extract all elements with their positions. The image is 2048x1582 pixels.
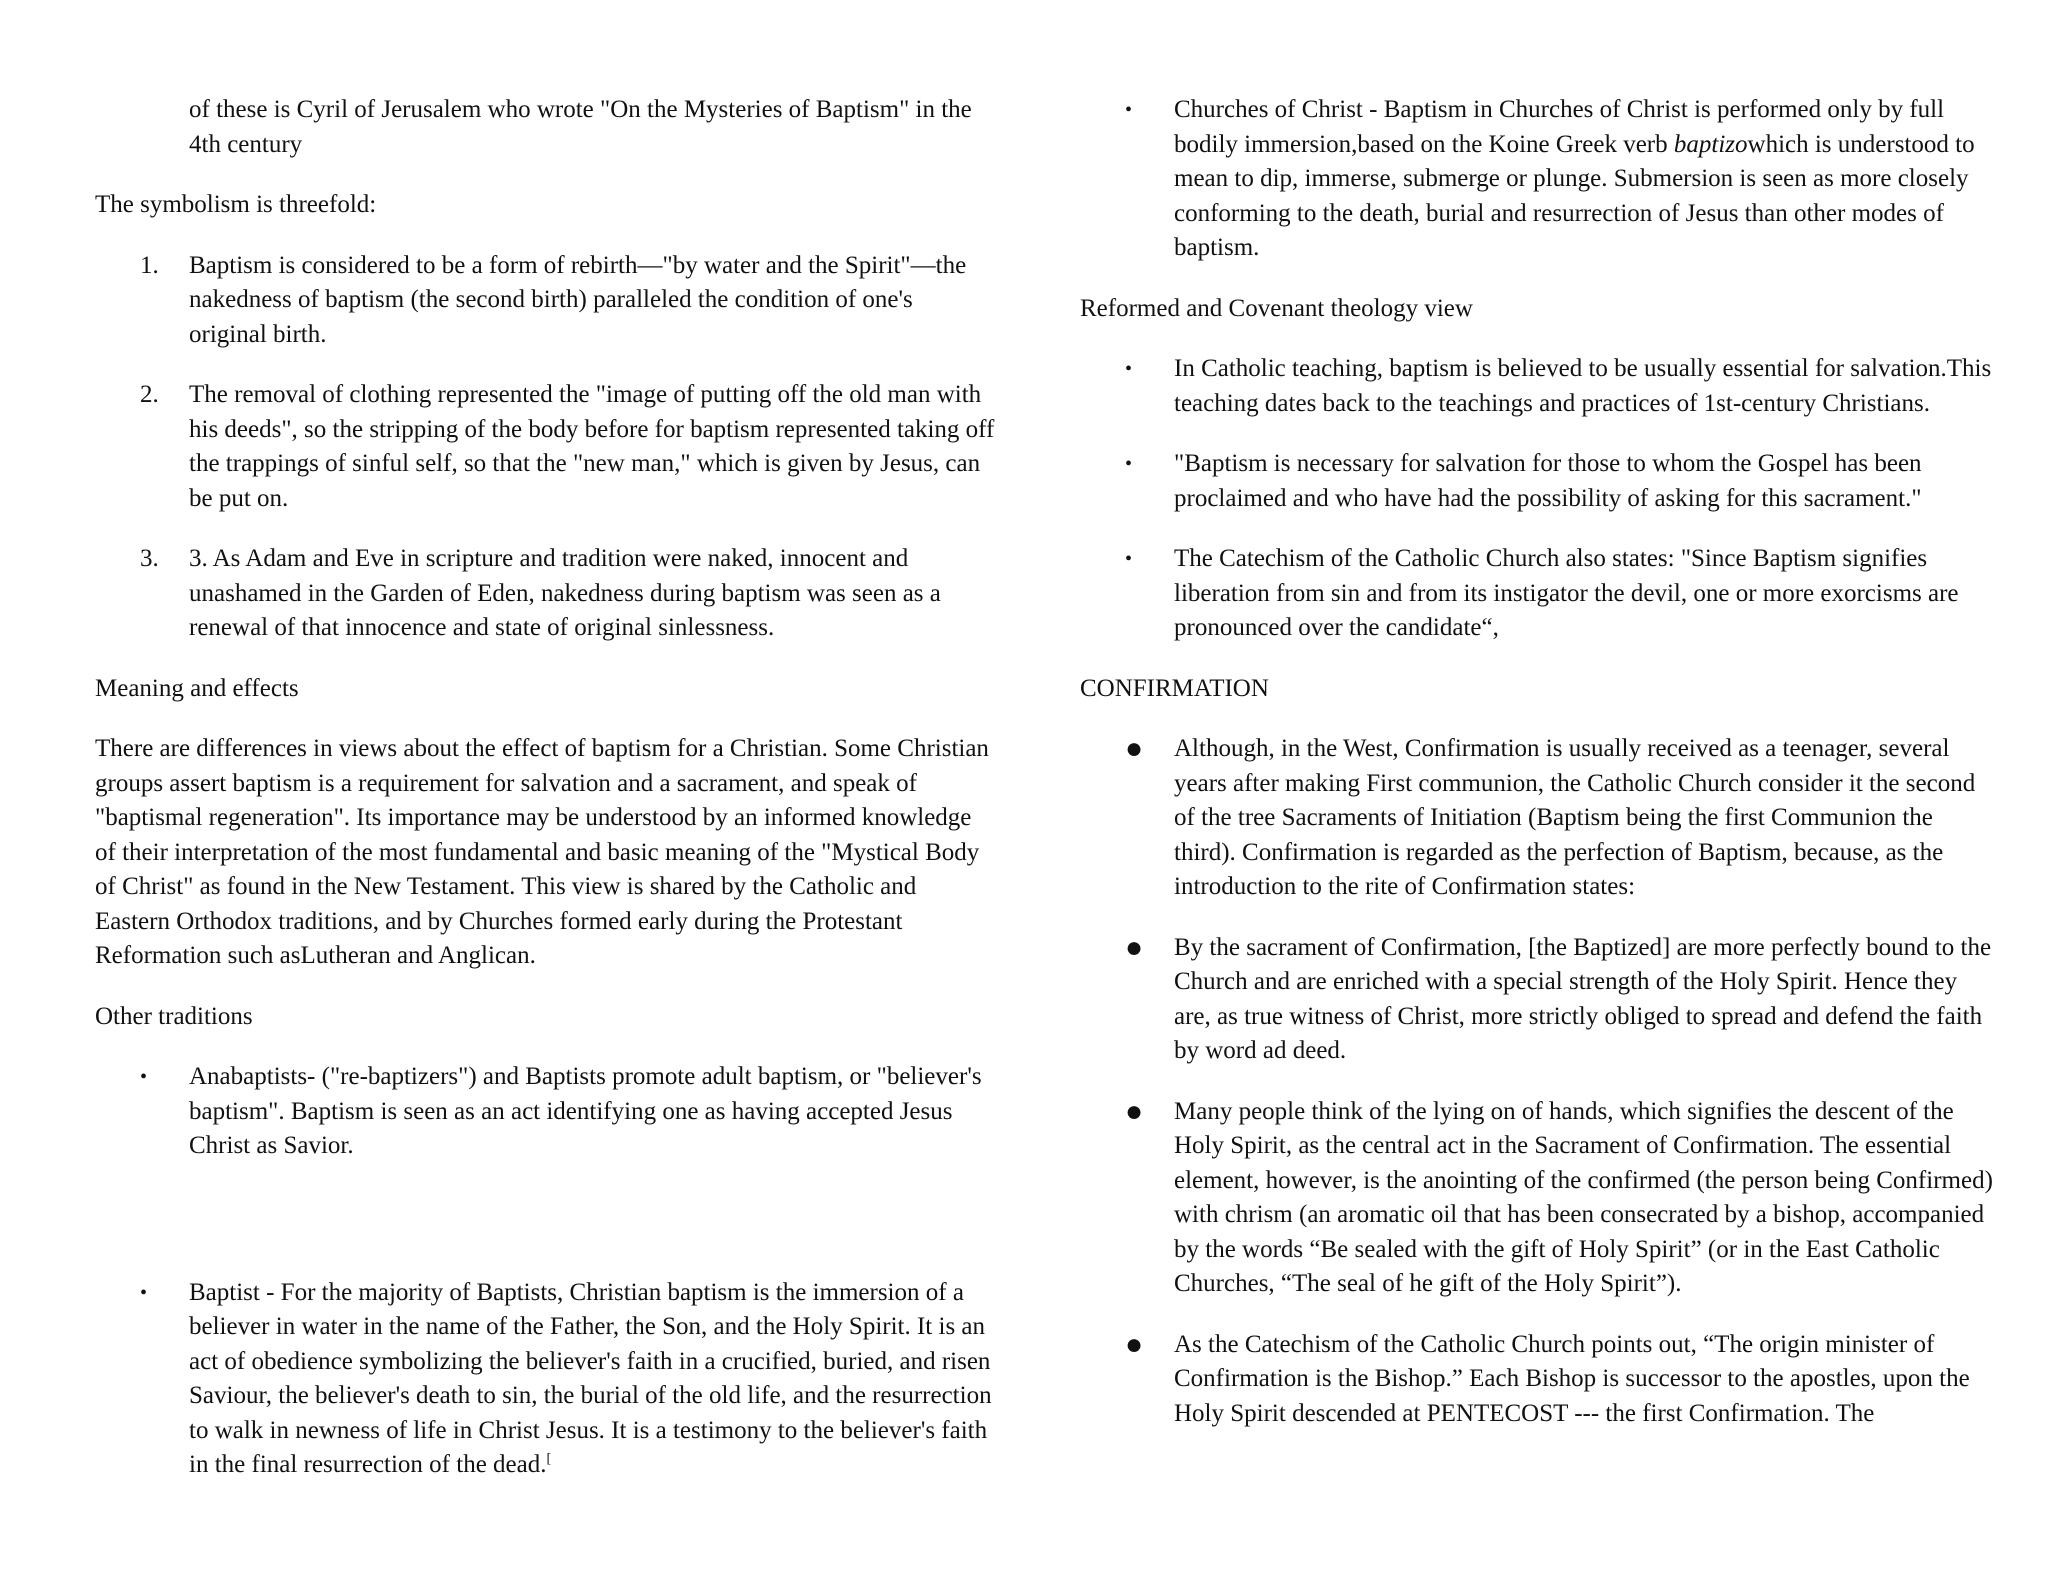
list-item-text: As the Catechism of the Catholic Church points out, “The origin minister of Confirmation is the Bishop.” Each Bishop is successor to the apostles, upon the Holy Spirit descended at PENTECOST --- the first Confirmation. The <box>1174 1330 1970 1427</box>
right-column <box>1080 93 1995 1457</box>
list-item <box>1080 542 1995 646</box>
other-traditions-heading: Other traditions <box>95 1002 253 1030</box>
list-item <box>95 1060 995 1164</box>
confirmation-list <box>1080 732 1995 1431</box>
confirmation-heading: CONFIRMATION <box>1080 674 1269 702</box>
bullet-icon: • <box>1125 358 1133 380</box>
other-traditions-list <box>95 1060 995 1483</box>
list-item-text: "Baptism is necessary for salvation for those to whom the Gospel has been proclaimed and who have had the possibility of asking for this sacrament." <box>1174 450 1922 512</box>
bullet-icon: • <box>1125 453 1133 475</box>
reformed-heading: Reformed and Covenant theology view <box>1080 294 1473 322</box>
list-item <box>1080 1095 1995 1302</box>
intro-continuation: of these is Cyril of Jerusalem who wrote "On the Mysteries of Baptism" in the 4th century <box>189 96 972 158</box>
list-item-text: Although, in the West, Confirmation is usually received as a teenager, several years after making First communion, the Catholic Church consider it the second of the tree Sacraments of Initiation (Baptism being the first Communion the third). Confirmation is regarded as the perfection of Baptism, because, as the introduction to the rite of Confirmation states: <box>1174 735 1976 900</box>
list-item <box>1080 732 1995 905</box>
list-item-text: Churches of Christ - Baptism in Churches of Christ is performed only by full bodily immersion,based on the Koine Greek verb <box>1174 96 1945 158</box>
list-spacer <box>95 1190 995 1250</box>
churches-list <box>1080 93 1995 266</box>
list-item-text: which is understood to mean to dip, immerse, submerge or plunge. Submersion is seen as more closely conforming to the death, burial and resurrection of Jesus than other modes of baptism. <box>1174 130 1975 261</box>
bullet-icon: ● <box>1125 930 1144 964</box>
list-number: 2. <box>140 381 159 408</box>
italic-term: baptizo <box>1673 130 1748 158</box>
list-item <box>95 1276 995 1483</box>
bullet-icon: • <box>140 1281 148 1304</box>
list-item <box>1080 93 1995 266</box>
reformed-list <box>1080 352 1995 646</box>
list-item-text: The Catechism of the Catholic Church also states: "Since Baptism signifies liberation from sin and from its instigator the devil, one or more exorcisms are pronounced over the candidate“, <box>1174 545 1959 641</box>
symbolism-heading: The symbolism is threefold: <box>95 191 377 218</box>
list-item <box>95 378 995 516</box>
list-number: 1. <box>140 251 159 279</box>
bullet-icon: ● <box>1125 1094 1144 1128</box>
list-item-text: In Catholic teaching, baptism is believed to be usually essential for salvation.This teaching dates back to the teachings and practices of 1st-century Christians. <box>1174 355 1992 417</box>
list-item <box>95 542 995 646</box>
list-number: 3. <box>140 545 159 572</box>
bullet-icon: ● <box>1125 1327 1144 1361</box>
list-item-text: By the sacrament of Confirmation, [the Baptized] are more perfectly bound to the Church and are enriched with a special strength of the Holy Spirit. Hence they are, as true witness of Christ, more strictly obliged to spread and defend the faith by word ad deed. <box>1174 933 1992 1064</box>
meaning-heading: Meaning and effects <box>95 674 299 702</box>
list-item <box>1080 1328 1995 1432</box>
meaning-paragraph: There are differences in views about the effect of baptism for a Christian. Some Christian groups assert baptism is a requirement for salvation and a sacrament, and speak of "baptismal regeneration". Its importance may be understood by an informed knowledge of their interpretation of the most fundamental and basic meaning of the "Mystical Body of Christ" as found in the New Testament. This view is shared by the Catholic and Eastern Orthodox traditions, and by Churches formed early during the Protestant Reformation such asLutheran and Anglican. <box>95 735 989 969</box>
list-item-text: Baptism is considered to be a form of rebirth—"by water and the Spirit"—the nakedness of baptism (the second birth) paralleled the condition of one's original birth. <box>189 251 967 348</box>
list-item-text: 3. As Adam and Eve in scripture and tradition were naked, innocent and unashamed in the Garden of Eden, nakedness during baptism was seen as a renewal of that innocence and state of original sinlessness. <box>189 545 941 641</box>
bullet-icon: • <box>1125 99 1133 121</box>
list-item <box>1080 931 1995 1069</box>
list-item-text: The removal of clothing represented the "image of putting off the old man with his deeds", so the stripping of the body before for baptism represented taking off the trappings of sinful self, so that the "new man," which is given by Jesus, can be put on. <box>189 381 995 512</box>
list-item <box>1080 352 1995 421</box>
footnote-marker: [ <box>546 1451 552 1467</box>
list-item <box>1080 447 1995 516</box>
bullet-icon: ● <box>1125 732 1144 765</box>
symbolism-list <box>95 249 995 646</box>
list-item-text: Baptist - For the majority of Baptists, Christian baptism is the immersion of a believer in water in the name of the Father, the Son, and the Holy Spirit. It is an act of obedience symbolizing the believer's faith in a crucified, buried, and risen Saviour, the believer's death to sin, the burial of the old life, and the resurrection to walk in newness of life in Christ Jesus. It is a testimony to the believer's faith in the final resurrection of the dead. <box>189 1278 992 1478</box>
bullet-icon: • <box>1125 548 1133 570</box>
left-column <box>95 93 995 1509</box>
list-item <box>95 249 995 353</box>
bullet-icon: • <box>140 1066 148 1088</box>
list-item-text: Anabaptists- ("re-baptizers") and Baptists promote adult baptism, or "believer's baptism". Baptism is seen as an act identifying one as having accepted Jesus Christ as Savior. <box>189 1063 982 1159</box>
list-item-text: Many people think of the lying on of hands, which signifies the descent of the Holy Spirit, as the central act in the Sacrament of Confirmation. The essential element, however, is the anointing of the confirmed (the person being Confirmed) with chrism (an aromatic oil that has been consecrated by a bishop, accompanied by the words “Be sealed with the gift of Holy Spirit” (or in the East Catholic Churches, “The seal of he gift of the Holy Spirit”). <box>1174 1097 1993 1297</box>
